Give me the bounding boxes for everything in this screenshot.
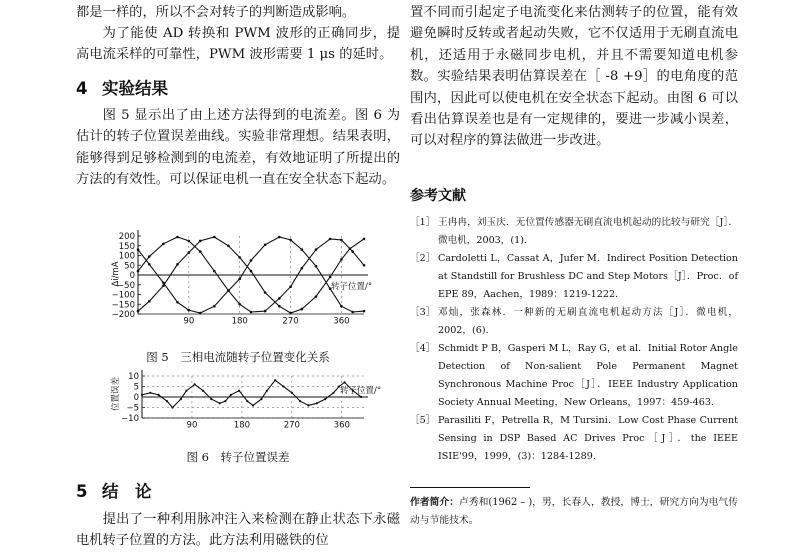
data-point	[188, 309, 191, 312]
reference-item	[410, 304, 738, 340]
data-point	[176, 301, 179, 304]
y-axis-label: Δi/mA	[111, 261, 121, 287]
y-tick-label: −150	[111, 300, 135, 311]
reference-text: Parasiliti F，Petrella R，M Tursini．Low Cost Phase Current Sensing in DSP Based AC Drives Proc［J］．the IEEE ISIE'99，1999，(3)：1284-1289.	[438, 415, 738, 462]
data-point	[351, 311, 354, 314]
data-point	[219, 402, 221, 404]
x-axis-label: 转子位置/°	[331, 282, 373, 292]
data-point	[329, 276, 332, 279]
data-point	[137, 248, 140, 251]
y-tick-label: −200	[111, 310, 135, 320]
paragraph-pwm: 为了能使 AD 转换和 PWM 波形的正确同步，提高电流采样的可靠性，PWM 波形需要 1 μs 的延时。	[76, 26, 400, 63]
y-tick-label: −50	[117, 280, 135, 291]
data-point	[250, 259, 253, 262]
data-point	[266, 390, 268, 392]
section-4-heading	[76, 75, 168, 99]
data-point	[176, 236, 179, 239]
data-point	[141, 394, 143, 396]
data-point	[315, 265, 318, 268]
data-point	[291, 392, 293, 394]
data-point	[250, 311, 253, 314]
paragraph-conclusion: 提出了一种利用脉冲注入来检测在静止状态下永磁电机转子位置的方法。此方法利用磁铁的位	[76, 512, 400, 549]
x-tick-label: 90	[186, 420, 198, 431]
data-point	[264, 310, 267, 313]
data-point	[329, 238, 332, 241]
data-point	[278, 236, 281, 239]
data-point	[316, 402, 318, 404]
data-point	[176, 263, 179, 266]
data-point	[230, 394, 232, 396]
y-tick-label: 100	[118, 251, 135, 262]
data-point	[278, 297, 281, 300]
data-point	[199, 240, 202, 243]
data-point	[289, 312, 292, 315]
data-point	[148, 255, 151, 258]
x-tick-label: 90	[183, 316, 195, 327]
data-point	[188, 251, 191, 254]
data-point	[289, 285, 292, 288]
data-point	[213, 236, 216, 239]
reference-item	[410, 340, 738, 412]
data-point	[246, 400, 248, 402]
paragraph-conclusion-continued: 置不同而引起定子电流变化来估测转子的位置，能有效避免瞬时反转或者起动失败，它不仅适用于无刷直流电机，还适用于永磁同步电机，并且不需要知道电机参数。实验结果表明估算误差在［ -8 +9］的电角度的范围内，因此可以使电机在安全状态下起动。由图 6 可以看出估算误差也是有一定规律的，要进一步减小误差，可以对程序的算法做进一步改进。	[410, 5, 738, 149]
data-point	[289, 239, 292, 242]
reference-text: Cardoletti L，Cassat A，Jufer M．Indirect Position Detection at Standstill for Brushless DC and Step Motors［J］．Proc．of EPE 89，Aachen，1989：1219-1222.	[438, 253, 738, 300]
x-tick-label: 180	[233, 420, 251, 431]
paragraph-results: 图 5 显示出了由上述方法得到的电流差。图 6 为估计的转子位置误差曲线。实验非常理想。结果表明，能够得到足够检测到的电流差，有效地证明了所提出的方法的有效性。可以保证电机一直在安全状态下起动。	[76, 108, 400, 188]
data-point	[363, 238, 366, 241]
data-point	[301, 267, 304, 270]
data-point	[148, 263, 151, 266]
data-point	[260, 398, 262, 400]
y-axis-label: 位置误差	[111, 376, 121, 412]
reference-number: ［1］	[410, 217, 436, 228]
data-point	[171, 406, 173, 408]
data-point	[274, 379, 276, 381]
data-point	[162, 243, 165, 246]
reference-item	[410, 214, 738, 250]
data-point	[227, 245, 230, 248]
data-point	[315, 248, 318, 251]
y-tick-label: 5	[133, 382, 139, 393]
data-point	[238, 256, 241, 259]
reference-number: ［5］	[410, 415, 436, 426]
data-point	[148, 300, 151, 303]
data-point	[340, 258, 343, 261]
x-tick-label: 360	[333, 316, 350, 327]
data-point	[340, 305, 343, 308]
reference-item	[410, 250, 738, 304]
footnote-divider	[410, 487, 530, 488]
data-point	[137, 270, 140, 273]
author-bio-text: 卢秀和(1962 – )，男，长春人，教授，博士，研究方向为电气传动与节能技术。	[410, 497, 739, 526]
data-point	[238, 278, 241, 281]
data-point	[282, 385, 284, 387]
figure-6-chart	[106, 366, 406, 438]
data-point	[301, 248, 304, 251]
y-tick-label: −10	[121, 414, 139, 424]
data-point	[199, 250, 202, 253]
x-tick-label: 270	[282, 316, 299, 327]
author-bio	[410, 494, 738, 530]
data-point	[213, 270, 216, 273]
section-5-title: 结 论	[102, 482, 152, 501]
data-point	[180, 398, 182, 400]
x-tick-label: 270	[283, 420, 300, 431]
data-point	[149, 392, 151, 394]
y-tick-label: 150	[118, 241, 135, 252]
references-heading: 参考文献	[410, 188, 466, 204]
data-point	[340, 239, 343, 242]
data-point	[224, 400, 226, 402]
data-point	[210, 398, 212, 400]
data-point	[315, 295, 318, 298]
y-tick-label: 200	[118, 232, 135, 242]
data-point	[252, 404, 254, 406]
y-tick-label: −100	[111, 290, 135, 301]
series-line	[142, 380, 361, 407]
data-point	[194, 383, 196, 385]
author-bio-label: 作者简介：	[410, 497, 460, 508]
data-point	[238, 303, 241, 306]
reference-number: ［4］	[410, 343, 436, 354]
data-point	[264, 291, 267, 294]
data-point	[299, 400, 301, 402]
figure-5-caption: 图 5 三相电流随转子位置变化关系	[146, 350, 330, 364]
data-point	[202, 390, 204, 392]
y-tick-label: 10	[128, 372, 139, 382]
reference-text: 邓灿，张森林．一种新的无刷直流电机起动方法［J］．微电机，2002，(6)．	[438, 307, 738, 336]
section-4-number: 4	[76, 79, 88, 98]
data-point	[199, 312, 202, 315]
data-point	[324, 398, 326, 400]
y-tick-label: 0	[129, 271, 135, 281]
reference-number: ［2］	[410, 253, 436, 264]
data-point	[360, 396, 362, 398]
data-point	[227, 289, 230, 292]
figure-5-chart	[106, 228, 406, 344]
data-point	[307, 404, 309, 406]
x-tick-label: 360	[333, 420, 350, 431]
data-point	[351, 250, 354, 253]
references-list	[410, 214, 738, 466]
data-point	[238, 390, 240, 392]
figure-6-caption: 图 6 转子位置误差	[186, 450, 290, 464]
paragraph-top: 都是一样的，所以不会对转子的判断造成影响。	[76, 5, 356, 20]
y-tick-label: 50	[124, 261, 135, 272]
data-point	[250, 270, 253, 273]
y-tick-label: −5	[126, 403, 139, 414]
y-tick-label: 0	[133, 393, 139, 403]
reference-text: 王冉冉，刘玉庆．无位置传感器无刷直流电机起动的比较与研究［J］．微电机，2003，(1)．	[438, 217, 738, 246]
data-point	[158, 394, 160, 396]
reference-number: ［3］	[410, 307, 436, 318]
section-4-title: 实验结果	[102, 79, 168, 98]
data-point	[344, 381, 346, 383]
section-5-heading	[76, 478, 152, 502]
data-point	[332, 392, 334, 394]
data-point	[363, 264, 366, 267]
reference-item	[410, 412, 738, 466]
section-5-number: 5	[76, 482, 88, 501]
data-point	[166, 400, 168, 402]
data-point	[213, 305, 216, 308]
data-point	[188, 240, 191, 243]
data-point	[185, 390, 187, 392]
data-point	[278, 305, 281, 308]
data-point	[363, 310, 366, 313]
data-point	[162, 282, 165, 285]
reference-text: Schmidt P B，Gasperi M L，Ray G，et al．Initial Rotor Angle Detection of Non-salient Pole Permanent Magnet Synchronous Machine Proc［J］．IEEE Industry Application Society Annual Meeting，New Orleans，1997：459-463.	[438, 343, 738, 408]
data-point	[301, 308, 304, 311]
x-axis-label: 转子位置/°	[340, 386, 382, 396]
data-point	[264, 244, 267, 247]
x-tick-label: 180	[231, 316, 248, 327]
data-point	[137, 310, 140, 313]
